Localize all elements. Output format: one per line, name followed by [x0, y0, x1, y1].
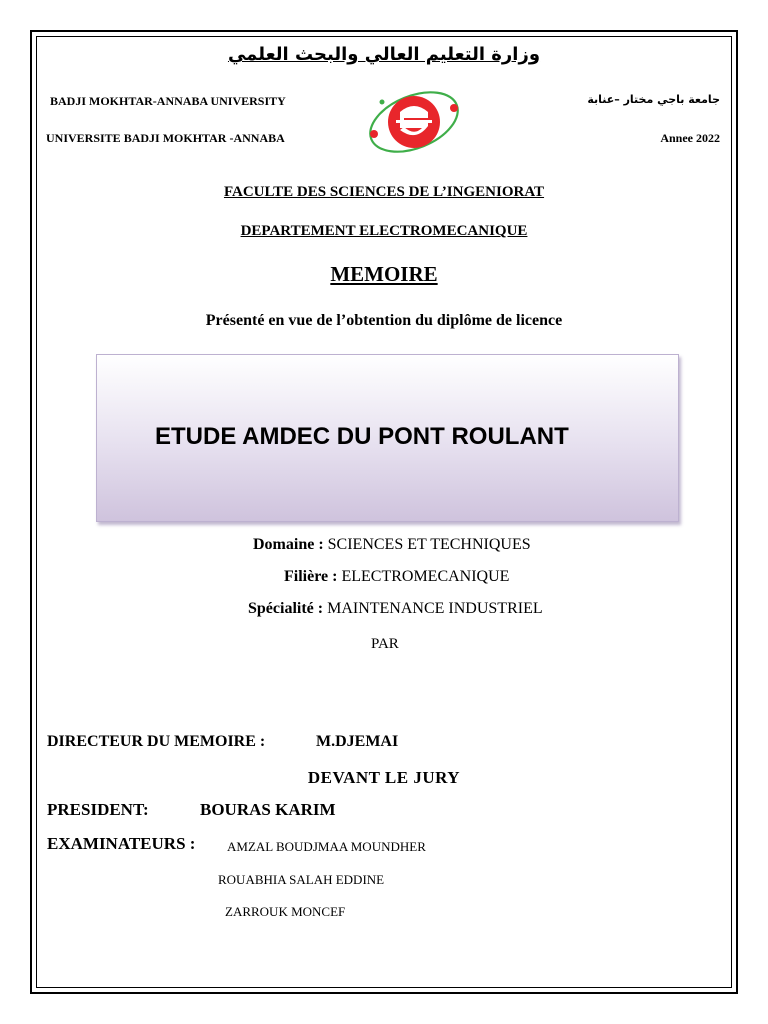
field-filiere-value: ELECTROMECANIQUE: [341, 568, 510, 585]
field-specialite: [248, 600, 543, 618]
director-label: DIRECTEUR DU MEMOIRE :: [47, 733, 266, 750]
examinateur-3: ZARROUK MONCEF: [225, 904, 346, 919]
presentation-statement: Présenté en vue de l’obtention du diplôme de licence: [205, 312, 563, 329]
field-filiere-label: Filière :: [284, 568, 342, 585]
field-specialite-label: Spécialité :: [248, 600, 328, 617]
field-specialite-value: MAINTENANCE INDUSTRIEL: [327, 600, 543, 617]
jury-heading: DEVANT LE JURY: [307, 768, 461, 787]
president-label: PRESIDENT:: [47, 800, 149, 819]
examinateur-1: AMZAL BOUDJMAA MOUNDHER: [227, 839, 426, 854]
examinateurs-label: EXAMINATEURS :: [47, 834, 196, 853]
field-domaine-value: SCIENCES ET TECHNIQUES: [327, 536, 531, 553]
president-name: BOURAS KARIM: [200, 800, 336, 819]
university-name-french: UNIVERSITE BADJI MOKHTAR -ANNABA: [46, 131, 285, 145]
document-type: MEMOIRE: [330, 262, 438, 286]
field-filiere: [284, 568, 509, 586]
examinateur-2: ROUABHIA SALAH EDDINE: [218, 872, 385, 887]
thesis-title: ETUDE AMDEC DU PONT ROULANT: [155, 423, 569, 450]
academic-year: Annee 2022: [660, 131, 720, 145]
field-domaine: [253, 536, 531, 554]
ministry-title-arabic: وزارة التعليم العالي والبحث العلمي: [227, 44, 541, 65]
department-name: DEPARTEMENT ELECTROMECANIQUE: [240, 223, 528, 239]
university-name-english: BADJI MOKHTAR-ANNABA UNIVERSITY: [50, 94, 286, 108]
par-label: PAR: [371, 636, 399, 652]
university-logo-icon: [364, 78, 464, 162]
university-name-arabic: جامعة باجي مختار –عنابة: [587, 93, 720, 106]
faculty-name: FACULTE DES SCIENCES DE L’INGENIORAT: [223, 184, 545, 200]
field-domaine-label: Domaine :: [253, 536, 328, 553]
director-name: M.DJEMAI: [316, 733, 399, 750]
title-box: [96, 354, 679, 522]
